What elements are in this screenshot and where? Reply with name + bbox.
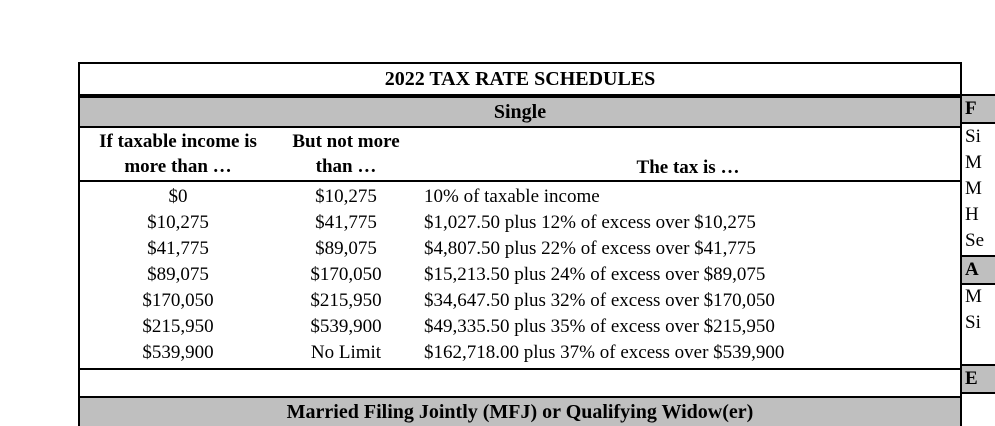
col2-header-line1: But not more	[292, 131, 400, 152]
side-fragment: M	[965, 152, 982, 173]
table-row	[80, 314, 960, 340]
not-over-cell: $539,900	[310, 316, 382, 337]
not-over-cell: No Limit	[310, 342, 382, 363]
table-row	[80, 210, 960, 236]
table-row	[80, 236, 960, 262]
table-row	[80, 184, 960, 210]
table-row	[80, 262, 960, 288]
column-headers	[80, 128, 960, 182]
over-cell: $170,050	[142, 290, 214, 311]
col1-header-line1: If taxable income is	[99, 131, 257, 152]
over-cell: $41,775	[147, 238, 209, 259]
table-row	[80, 340, 960, 366]
col2-header-line2: than …	[315, 156, 377, 177]
side-fragment: M	[965, 286, 982, 307]
tax-cell: $4,807.50 plus 22% of excess over $41,775	[424, 238, 756, 259]
section-single-heading: Single	[80, 98, 960, 128]
tax-cell: $34,647.50 plus 32% of excess over $170,050	[424, 290, 775, 311]
table-row	[80, 288, 960, 314]
tax-rate-table	[78, 62, 962, 426]
over-cell: $539,900	[142, 342, 214, 363]
not-over-cell: $215,950	[310, 290, 382, 311]
section-mfj-heading: Married Filing Jointly (MFJ) or Qualifying Widow(er)	[80, 398, 960, 426]
tax-cell: $49,335.50 plus 35% of excess over $215,950	[424, 316, 775, 337]
tax-cell: $1,027.50 plus 12% of excess over $10,275	[424, 212, 756, 233]
side-fragment: Si	[965, 126, 981, 147]
over-cell: $89,075	[147, 264, 209, 285]
side-fragment: F	[962, 94, 995, 124]
side-fragment: Si	[965, 312, 981, 333]
col1-header	[80, 129, 276, 179]
over-cell: $10,275	[147, 212, 209, 233]
over-cell: $215,950	[142, 316, 214, 337]
spacer-row	[80, 370, 960, 398]
col3-header: The tax is …	[636, 157, 740, 178]
side-fragment: Se	[965, 230, 984, 251]
side-fragment: H	[965, 204, 979, 225]
not-over-cell: $170,050	[310, 264, 382, 285]
side-fragment: E	[962, 364, 995, 394]
tax-cell: $162,718.00 plus 37% of excess over $539,900	[424, 342, 785, 363]
tax-cell: $15,213.50 plus 24% of excess over $89,075	[424, 264, 766, 285]
not-over-cell: $89,075	[315, 238, 377, 259]
side-fragment: A	[962, 255, 995, 285]
col2-header	[276, 129, 416, 179]
tax-cell: 10% of taxable income	[424, 186, 600, 207]
side-fragment: M	[965, 178, 982, 199]
over-cell: $0	[168, 186, 188, 207]
not-over-cell: $41,775	[315, 212, 377, 233]
table-title: 2022 TAX RATE SCHEDULES	[80, 64, 960, 98]
col1-header-line2: more than …	[124, 156, 232, 177]
adjacent-table-clipped	[960, 62, 992, 422]
not-over-cell: $10,275	[315, 186, 377, 207]
single-rows	[80, 182, 960, 370]
